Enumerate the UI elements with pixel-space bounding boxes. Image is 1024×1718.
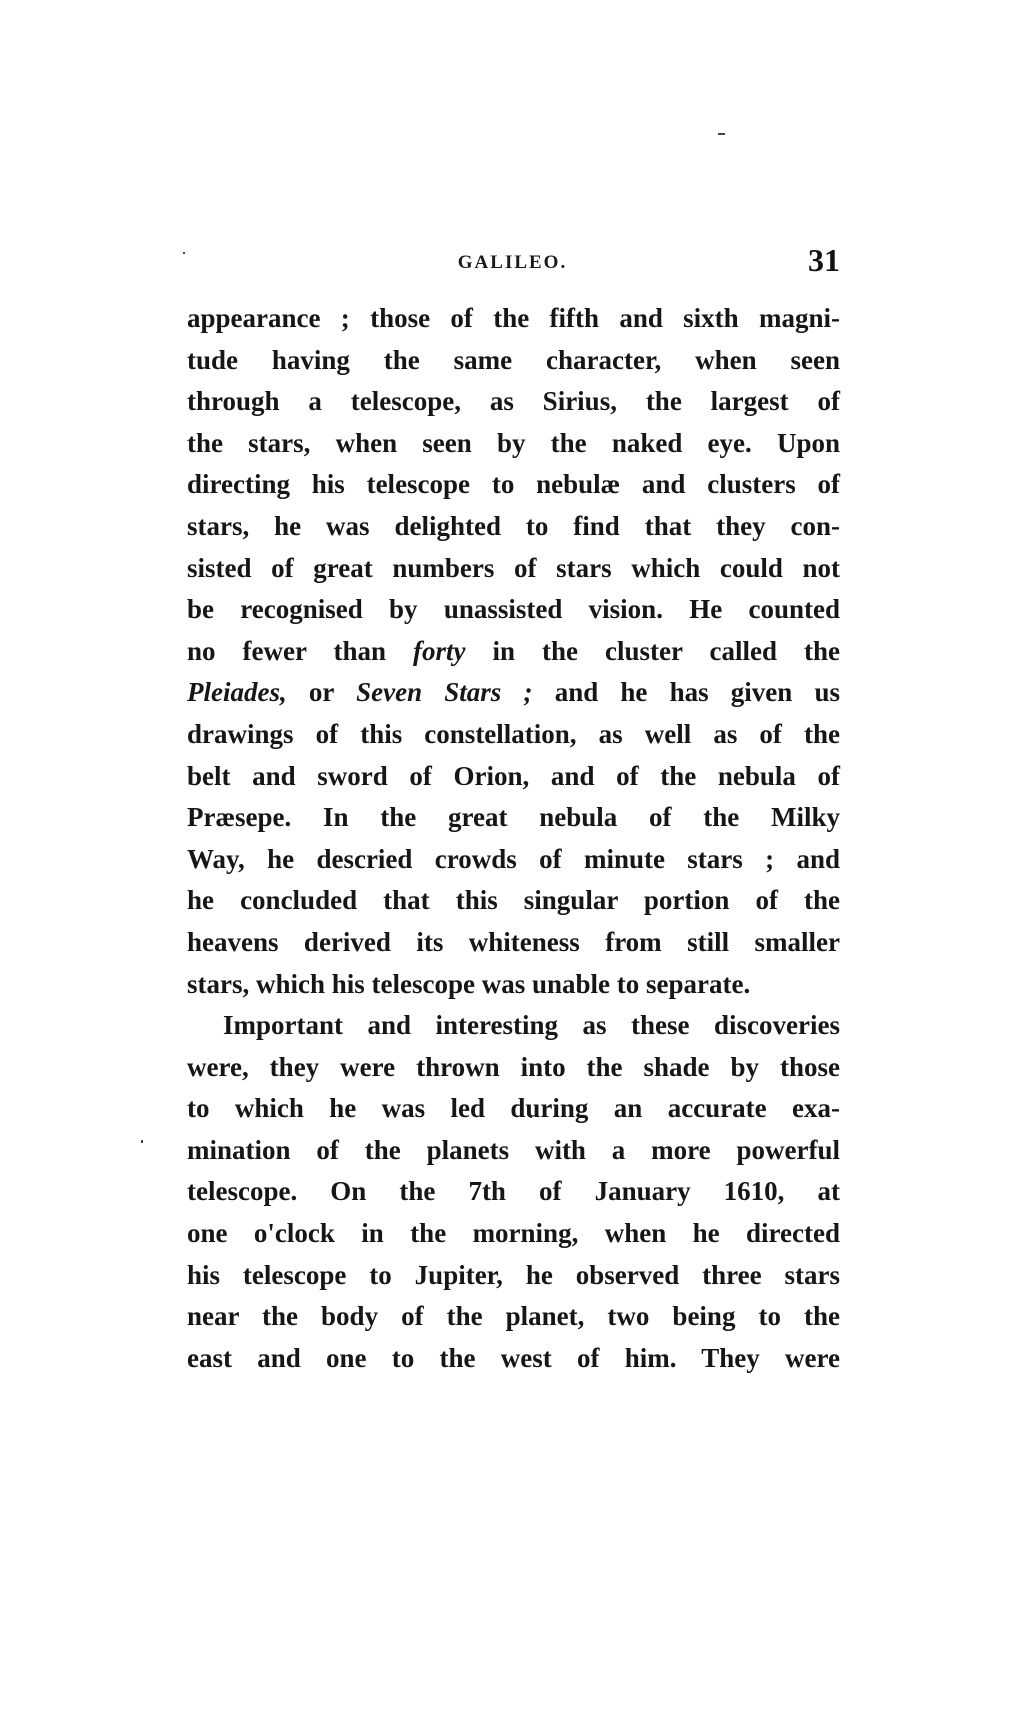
text-line: mination of the planets with a more powerful [187, 1134, 840, 1165]
page-number: 31 [808, 242, 840, 278]
text-line: belt and sword of Orion, and of the nebula of [187, 760, 840, 791]
text-line: he concluded that this singular portion of the [187, 885, 840, 916]
text-line: sisted of great numbers of stars which could not [187, 552, 840, 583]
scan-speck [718, 133, 725, 135]
italic-word: Pleiades, [187, 677, 287, 708]
italic-word: Seven Stars ; [356, 677, 533, 708]
text-line: were, they were thrown into the shade by those [187, 1051, 840, 1082]
text-line: drawings of this constellation, as well as of the [187, 718, 840, 749]
text-line: Præsepe. In the great nebula of the Milky [187, 802, 840, 833]
text-line: Important and interesting as these discoveries [223, 1010, 840, 1041]
text-line: east and one to the west of him. They were [187, 1342, 840, 1373]
text-line: be recognised by unassisted vision. He counted [187, 594, 840, 625]
text-line: telescope. On the 7th of January 1610, at [187, 1176, 840, 1207]
text-line: Way, he descried crowds of minute stars ; and [187, 843, 840, 874]
scan-speck [141, 1140, 143, 1143]
text-line: through a telescope, as Sirius, the largest of [187, 386, 840, 417]
text-segment: no fewer than [187, 635, 387, 666]
text-line: stars, he was delighted to find that they con- [187, 510, 840, 541]
text-line: his telescope to Jupiter, he observed three stars [187, 1259, 840, 1290]
text-line: heavens derived its whiteness from still smaller [187, 926, 840, 957]
text-segment: in the cluster called the [492, 635, 841, 666]
running-head: GALILEO. [457, 252, 568, 273]
page-header [185, 242, 840, 288]
text-line: near the body of the planet, two being to the [187, 1301, 840, 1332]
text-segment: and he has given us [554, 677, 841, 708]
text-line: tude having the same character, when seen [187, 344, 840, 375]
text-line: to which he was led during an accurate exa- [187, 1093, 840, 1124]
text-segment: or [308, 677, 334, 708]
paragraph-1 [187, 298, 840, 1005]
italic-word: forty [413, 635, 466, 666]
text-line [187, 631, 840, 673]
text-line: directing his telescope to nebulæ and clusters of [187, 469, 840, 500]
text-line: appearance ; those of the fifth and sixth magni- [187, 303, 840, 333]
text-line: the stars, when seen by the naked eye. Upon [187, 427, 840, 458]
text-line [187, 672, 840, 714]
body-text [187, 298, 840, 1379]
text-line: stars, which his telescope was unable to separate. [187, 968, 751, 999]
text-line: one o'clock in the morning, when he directed [187, 1218, 840, 1249]
paragraph-2 [187, 1005, 840, 1379]
